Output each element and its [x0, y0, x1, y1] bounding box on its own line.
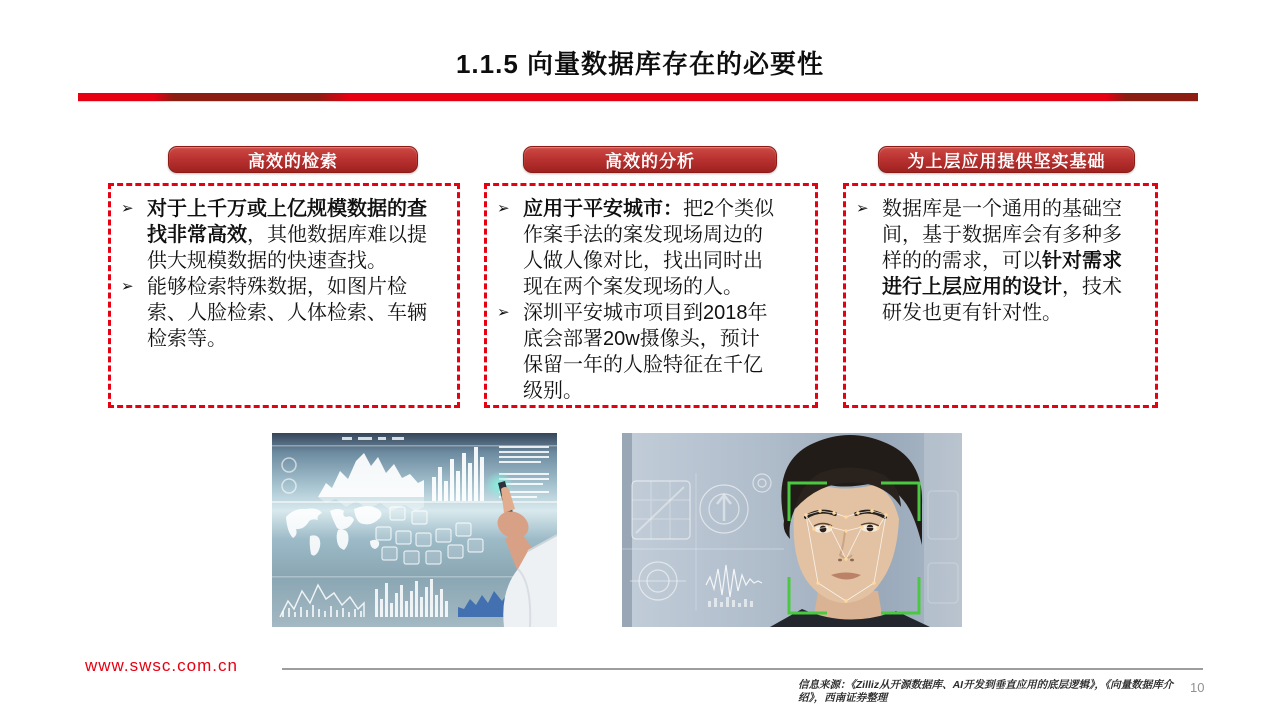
bullet-item: [497, 300, 811, 404]
badge-label: 为上层应用提供坚实基础: [907, 152, 1106, 171]
bullet-item: [497, 196, 811, 300]
footer-divider: [282, 668, 1203, 670]
text-run: 能够检索特殊数据，如图片检索、人脸检索、人体检索、车辆检索等。: [147, 276, 427, 350]
bullet-item: [121, 274, 453, 352]
text-run: ，其他数据库难以提供大规模数据的快速查找。: [147, 224, 427, 272]
bullet-text: [882, 196, 1124, 326]
badge-efficient-retrieval: [168, 146, 418, 173]
badge-label: 高效的分析: [605, 152, 695, 171]
content-box-analysis: [484, 183, 818, 408]
face-recognition-image: [622, 433, 962, 627]
text-run: 对于上千万或上亿规模数据的查找非常高效: [147, 198, 427, 246]
text-run: ，技术研发也更有针对性。: [882, 276, 1122, 324]
bullet-arrow-icon: ➢: [497, 304, 510, 321]
page-number: 10: [1190, 680, 1205, 695]
analytics-dashboard-image: [272, 433, 557, 627]
website-link[interactable]: www.swsc.com.cn: [85, 656, 238, 675]
text-run: 把2个类似作案手法的案发现场周边的人做人像对比，找出同时出现在两个案发现场的人。: [523, 198, 775, 298]
text-run: 针对需求进行上层应用的设计: [882, 250, 1122, 298]
bullet-arrow-icon: ➢: [497, 200, 510, 217]
text-run: 应用于平安城市：: [523, 198, 683, 220]
title-divider: [78, 93, 1198, 101]
badge-solid-foundation: [878, 146, 1135, 173]
content-box-retrieval: [108, 183, 460, 408]
badge-efficient-analysis: [523, 146, 777, 173]
content-box-foundation: [843, 183, 1158, 408]
source-note: 信息来源：《Zilliz从开源数据库、AI开发到垂直应用的底层逻辑》，《向量数据库介绍》，西南证券整理: [798, 679, 1174, 704]
bullet-arrow-icon: ➢: [121, 200, 134, 217]
bullet-item: [856, 196, 1151, 326]
bullet-arrow-icon: ➢: [856, 200, 869, 217]
bullet-text: [147, 196, 445, 274]
bullet-text: [147, 274, 445, 352]
page-title: 1.1.5 向量数据库存在的必要性: [455, 49, 825, 79]
text-run: 深圳平安城市项目到2018年底会部署20w摄像头，预计保留一年的人脸特征在千亿级别。: [523, 302, 768, 402]
text-run: 数据库是一个通用的基础空间，基于数据库会有多种多样的的需求，可以: [882, 198, 1122, 272]
bullet-text: [523, 196, 775, 300]
bullet-item: [121, 196, 453, 274]
bullet-arrow-icon: ➢: [121, 278, 134, 295]
bullet-text: [523, 300, 775, 404]
badge-label: 高效的检索: [248, 152, 338, 171]
